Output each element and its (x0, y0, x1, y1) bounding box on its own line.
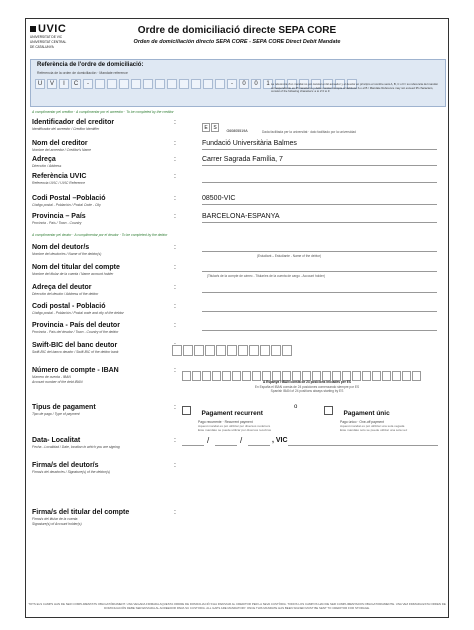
reference-cell[interactable] (131, 79, 141, 89)
reference-cell[interactable] (167, 79, 177, 89)
date-slash-1: / (207, 436, 210, 445)
reference-cell[interactable] (155, 79, 165, 89)
reference-cell[interactable] (143, 79, 153, 89)
reference-title: Referència de l'ordre de domiciliació: (37, 62, 144, 68)
debtor-province-row: Provincia - País del deutor Provincia - País del deudor / Town - Country of the debtor : (32, 322, 442, 334)
creditor-id-label: Identificador del creditor (32, 119, 115, 126)
swift-cell[interactable] (227, 345, 237, 356)
holder-signature-sublabel: Firma/s del titular de la cuenta (32, 517, 78, 521)
creditor-name-value: Fundació Universitària Balmes (202, 140, 297, 147)
address-sublabel: Dirección / Address (32, 164, 62, 168)
debtor-name-sublabel: Nombre del deudor/es / Name of the debtor(s) (32, 252, 102, 256)
uvic-reference-label: Referència UVIC (32, 173, 87, 180)
iban-hint-1: A Espanya l'IBAN consta de 24 posicions iniciades per ES (263, 380, 351, 384)
swift-cell[interactable] (271, 345, 281, 356)
swift-cell[interactable] (172, 345, 182, 356)
uvic-reference-row: Referència UVIC Referencia UVIC / UVIC Reference : (32, 173, 442, 185)
page-title: Ordre de domiciliació directe SEPA CORE (137, 25, 337, 36)
debtor-postal-field[interactable] (202, 311, 437, 312)
holder-name-row: Nom del titular del compte Nombre del titular de la cuenta / Name account holder : (Titular/s de la compte de càrrec - Titular/es de la cuenta de cargo - Account holder) (32, 264, 442, 276)
date-day-field[interactable] (182, 437, 204, 446)
holder-signature-sublabel-2: Signature(s) of Account holder(s) (32, 522, 82, 526)
recurrent-label: Pagament recurrent (201, 410, 263, 417)
reference-cell[interactable] (119, 79, 129, 89)
creditor-id-row: Identificador del creditor Identificador del acreedor / Creditor Identifier : E S G60805519A Dada facilitada per la universitat · dato facilitado por la universidad (32, 119, 442, 131)
uvic-reference-field[interactable] (202, 182, 437, 183)
holder-signature-row: Firma/s del titular del compte Firma/s del titular de la cuenta Signature(s) of Account holder(s) : (32, 509, 442, 526)
reference-cell[interactable]: - (227, 79, 237, 89)
date-row: Data- Localitat Fecha - Localidad / Date, location in which you are signing : / / , VIC (32, 437, 442, 449)
postal-label: Codi Postal –Població (32, 195, 106, 202)
reference-cell[interactable] (179, 79, 189, 89)
swift-cell[interactable] (183, 345, 193, 356)
or-separator: o (294, 404, 298, 410)
iban-sublabel: Número de cuenta - IBAN (32, 375, 71, 379)
holder-name-label: Nom del titular del compte (32, 264, 120, 271)
debtor-name-label: Nom del deutor/s (32, 244, 90, 251)
swift-sublabel: Swift-BIC del banco deudor / Swift-BIC of the debtor bank (32, 350, 119, 354)
debtor-postal-label: Codi postal - Població (32, 303, 106, 310)
holder-name-field[interactable] (202, 271, 437, 272)
date-slash-2: / (240, 436, 243, 445)
debtor-signature-row: Firma/s del deutor/s Firma/s del deudor/es / Signature(s) of the debtor(s) : (32, 462, 442, 474)
debtor-signature-label: Firma/s del deutor/s (32, 462, 99, 469)
reference-cell[interactable]: 1 (263, 79, 273, 89)
payment-type-label: Tipus de pagament (32, 404, 96, 411)
reference-cell[interactable]: 0 (239, 79, 249, 89)
debtor-name-row: Nom del deutor/s Nombre del deudor/es / Name of the debtor(s) : (Estudiant – Estudiante - Name of the debtor) (32, 244, 442, 256)
recurrent-hint-2: Este mandato se puede utilizar por diversos recobros (198, 428, 272, 432)
date-sublabel: Fecha - Localidad / Date, location in which you are signing (32, 445, 120, 449)
debtor-section-note: A complimentar pel deutor · A cumplimentar por el deudor · To be completed by the debtor (32, 233, 168, 237)
province-sublabel: Provincia - País / Town - Country (32, 221, 82, 225)
debtor-name-field[interactable] (202, 251, 437, 252)
mandate-reference-box (30, 59, 446, 107)
swift-cell[interactable] (216, 345, 226, 356)
reference-cell[interactable] (95, 79, 105, 89)
postal-row: Codi Postal –Població Código postal - Población / Postal Code - City : 08500-VIC (32, 195, 442, 207)
unique-option[interactable] (324, 402, 407, 432)
swift-label: Swift-BIC del banc deutor (32, 342, 118, 349)
date-year-field[interactable] (248, 437, 270, 446)
swift-cells (172, 342, 293, 360)
debtor-address-row: Adreça del deutor Dirección del deudor / Address of the debtor : (32, 284, 442, 296)
reference-cell[interactable]: 0 (251, 79, 261, 89)
reference-cell[interactable] (215, 79, 225, 89)
swift-cell[interactable] (249, 345, 259, 356)
debtor-postal-sublabel: Código postal - Población / Postal code and city of the debtor (32, 311, 124, 315)
province-row: Provincia – País Provincia - País / Town - Country : BARCELONA-ESPANYA (32, 213, 442, 225)
creditor-code: G60805519A (226, 129, 248, 133)
holder-signature-area[interactable] (182, 509, 437, 564)
swift-cell[interactable] (282, 345, 292, 356)
swift-cell[interactable] (238, 345, 248, 356)
address-row: Adreça Dirección / Address : Carrer Sagrada Família, 7 (32, 156, 442, 168)
postal-sublabel: Código postal - Población / Postal Code - City (32, 203, 101, 207)
debtor-province-field[interactable] (202, 330, 437, 331)
reference-note: La referència d'un mandat no pot canviar en El acreedor y el deudor en principio el nombre será A, B, C o D / su referencia del mandat correspondiente es 35 caracteres y debe constar siempre al debitorer A o el B / Mandate Reference may not exceed 35 characters, consist of the following characters: a to Z 0 to 9 (271, 82, 438, 94)
creditor-name-label: Nom del creditor (32, 140, 88, 147)
logo-line-3: DE CATALUNYA (30, 44, 54, 49)
creditor-id-sublabel: Identificador del acreedor / Creditor Identifier (32, 127, 100, 131)
date-place: , VIC (272, 437, 288, 444)
province-value: BARCELONA-ESPANYA (202, 213, 280, 220)
holder-name-hint: (Titular/s de la compte de càrrec - Titular/es de la cuenta de cargo - Account holder) (207, 274, 325, 278)
reference-cell[interactable] (191, 79, 201, 89)
logo-line-1: UNIVERSITAT DE VIC (30, 35, 63, 39)
creditor-section-note: A complimentar pel creditor · A cumplimentar por el acreedor · To be completed by the creditor (32, 110, 174, 114)
iban-row: Número de compte - IBAN Número de cuenta - IBAN Account number of the debt IBAN : A Espanya l'IBAN consta de 24 posicions iniciades per ES En España el IBAN consta de 24 posiciones comenzando siempre por ES Spanish IBAN of 24 positions always starting by ES (32, 367, 442, 384)
iban-sublabel-2: Account number of the debt IBAN (32, 380, 83, 384)
reference-cell[interactable]: U (35, 79, 45, 89)
recurrent-option[interactable] (182, 402, 271, 432)
reference-cell[interactable] (107, 79, 117, 89)
unique-checkbox[interactable] (324, 406, 333, 415)
creditor-name-sublabel: Nombre del acreedor / Creditor's Name (32, 148, 92, 152)
debtor-address-sublabel: Dirección del deudor / Address of the debtor (32, 292, 99, 296)
recurrent-checkbox[interactable] (182, 406, 191, 415)
creditor-id-field (202, 119, 248, 137)
unique-hint: Aquest mandat es pot utilitzar una sola vegada (340, 424, 405, 428)
swift-row (32, 342, 442, 354)
holder-signature-label: Firma/s del titular del compte (32, 509, 130, 516)
debtor-province-label: Provincia - País del deutor (32, 322, 120, 329)
address-value: Carrer Sagrada Família, 7 (202, 156, 283, 163)
swift-cell[interactable] (260, 345, 270, 356)
recurrent-hint: Aquest mandat es pot utilitzar per diversos recàrrecs (198, 424, 271, 428)
recurrent-sublabel: Pago recurrente · Recurrent payment (198, 420, 253, 424)
swift-cell[interactable] (205, 345, 215, 356)
address-label: Adreça (32, 156, 56, 163)
creditor-prefix-2: S (211, 123, 219, 132)
iban-hint-3: Spanish IBAN of 24 positions always starting by ES (270, 389, 344, 393)
reference-subtitle: Referencia de la orden de domiciliación · Mandate reference (37, 71, 128, 75)
mandate-form (25, 18, 449, 618)
unique-hint-2: Este mandato solo se puede utilizar una sola vez (340, 428, 408, 432)
debtor-signature-area[interactable] (182, 462, 437, 500)
logo-line-2: UNIVERSITAT CENTRAL (30, 39, 67, 44)
page-subtitle: Orden de domiciliación directo SEPA CORE - SEPA CORE Direct Debit Mandate (133, 39, 341, 45)
debtor-province-sublabel: Provincia - País del deudor / Town - Country of the debtor (32, 330, 119, 334)
unique-label: Pagament únic (343, 410, 390, 417)
iban-label: Número de compte - IBAN (32, 367, 119, 374)
creditor-name-row: Nom del creditor Nombre del acreedor / Creditor's Name : Fundació Universitària Balmes (32, 140, 442, 152)
reference-cell[interactable] (203, 79, 213, 89)
swift-cell[interactable] (194, 345, 204, 356)
debtor-signature-sublabel: Firma/s del deudor/es / Signature(s) of the debtor(s) (32, 470, 111, 474)
creditor-prefix-1: E (202, 123, 210, 132)
reference-cell[interactable]: - (83, 79, 93, 89)
reference-cell[interactable]: V (47, 79, 57, 89)
page-footer: TOTS ELS CAMPS HAN DE SER COMPLIMENTATS OBLIGATÒRIAMENT. UNA VEGADA FIRMADA AQUESTA ORDRE DE DOMICILIACIÓ S'HA D'ENVIAR AL CREDITOR PER LA SEVA CUSTÒDIA. TODOS LOS CAMPOS HAN DE SER CUMPLIMENTADOS OBLIGATORIAMENTE. UNA VEZ FIRMADA ESTA ORDEN DE DOMICILIACIÓN DEBE SER ENVIADA AL ACREEDOR PARA SU CUSTODIA. ALL GAPS ARE MANDATORY. ONCE THIS MANDATE HAS BEEN SIGNED MUST BE SENT TO CREDITOR FOR STORAGE. (28, 602, 446, 611)
iban-hint-2: En España el IBAN consta de 24 posiciones comenzando siempre por ES (254, 385, 360, 389)
payment-type-row: Tipus de pagament Tipo de pago / Type of payment : Pagament recurrent Pago recurrente · Recurrent payment Aquest mandat es pot utilitzar per diversos recàrrecs Este mandato se puede utilizar por diversos recobros o Pagament únic Pago único · One-off payment Aquest mandat es pot utilitzar una sola vegada Este mandato solo se puede utilizar una sola vez (32, 404, 442, 416)
debtor-postal-row: Codi postal - Població Código postal - Población / Postal code and city of the debtor : (32, 303, 442, 315)
date-label: Data- Localitat (32, 437, 81, 444)
debtor-name-hint: (Estudiant – Estudiante - Name of the debtor) (257, 254, 322, 258)
holder-name-sublabel: Nombre del titular de la cuenta / Name account holder (32, 272, 114, 276)
uvic-reference-sublabel: Referencia UVIC / UVIC Reference (32, 181, 85, 185)
date-month-field[interactable] (215, 437, 237, 446)
reference-cell[interactable]: I (59, 79, 69, 89)
reference-cell[interactable]: C (71, 79, 81, 89)
payment-type-sublabel: Tipo de pago / Type of payment (32, 412, 80, 416)
postal-value: 08500-VIC (202, 195, 236, 202)
creditor-id-hint: Dada facilitada per la universitat · dato facilitado por la universidad (262, 130, 356, 134)
debtor-address-label: Adreça del deutor (32, 284, 92, 291)
logo-mark: UVIC (30, 23, 90, 35)
debtor-address-field[interactable] (202, 292, 437, 293)
province-label: Provincia – País (32, 213, 86, 220)
unique-sublabel: Pago único · One-off payment (340, 420, 384, 424)
